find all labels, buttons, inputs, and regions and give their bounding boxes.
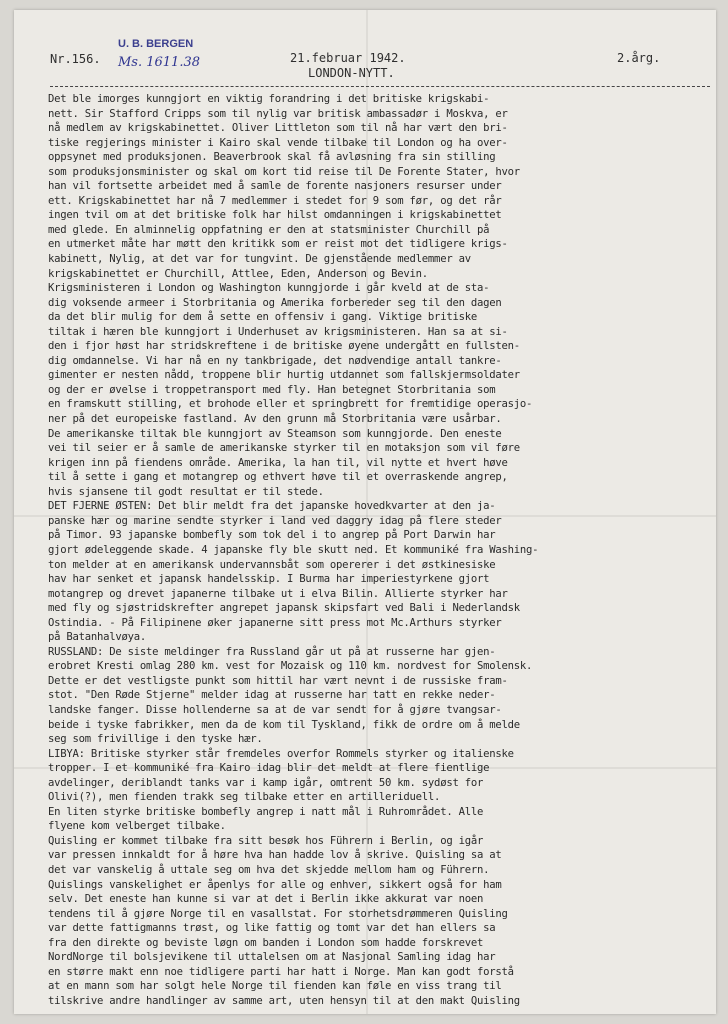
text-line: den i fjor høst har stridskreftene i de britiske øyene undergått en fullsten- — [48, 340, 520, 353]
text-line: det var vanskelig å uttale seg om hva det skjedde mellom ham og Führern. — [48, 863, 490, 876]
text-line: dig omdannelse. Vi har nå en ny tankbrigade, det nødvendige antall tankre- — [48, 354, 502, 367]
text-line: selv. Det eneste han kunne si var at det i Berlin ikke akkurat var noen — [48, 893, 484, 906]
divider — [50, 86, 710, 87]
text-line: med glede. En alminnelig oppfatning er den at statsminister Churchill på — [48, 223, 490, 236]
text-line: tropper. I et kommuniké fra Kairo idag blir det meldt at flere fientlige — [48, 762, 490, 775]
text-line: kabinett, Nylig, at det var for tungvint. De gjenstående medlemmer av — [48, 253, 471, 266]
issue-number: Nr.156. — [50, 52, 101, 66]
text-line: ingen tvil om at det britiske folk har hilst omdanningen i krigskabinettet — [48, 209, 502, 222]
text-line: Ostindia. - På Filipinene øker japanerne sitt press mot Mc.Arthurs styrker — [48, 616, 502, 629]
text-line: ner på det europeiske fastland. Av den grunn må Storbritania være usårbar. — [48, 413, 502, 426]
text-line: stot. "Den Røde Stjerne" melder idag at russerne har tatt en rekke neder- — [48, 689, 496, 702]
text-line: tiske regjerings minister i Kairo skal vende tilbake til London og ha over- — [48, 136, 508, 149]
text-line: var dette fattigmanns trøst, og like fattig og tomt var det han ellers sa — [48, 922, 496, 935]
text-line: panske hær og marine sendte styrker i land ved daggry idag på flere steder — [48, 514, 502, 527]
text-line: gimenter er nesten nådd, troppene blir hurtig utdannet som fallskjermsoldater — [48, 369, 520, 382]
text-line: oppsynet med produksjonen. Beaverbrook skal få avløsning fra sin stilling — [48, 151, 496, 164]
text-line: hvis sjansene til godt resultat er til stede. — [48, 485, 324, 498]
text-line: da det blir mulig for dem å sette en offensiv i gang. Viktige britiske — [48, 311, 477, 324]
text-line: ton melder at en amerikansk undervannsbåt som opererer i det østkinesiske — [48, 558, 496, 571]
text-line: med fly og sjøstridskrefter angrepet japansk skipsfart ved Bali i Nederlandsk — [48, 602, 520, 615]
text-line: en framskutt stilling, et brohode eller et springbrett for fremtidige operasjo- — [48, 398, 533, 411]
text-line: De amerikanske tiltak ble kunngjort av Steamson som kunngjorde. Den eneste — [48, 427, 502, 440]
library-stamp: U. B. BERGEN — [118, 38, 194, 50]
text-line: krigen inn på fiendens område. Amerika, la han til, vil nytte et hvert høve — [48, 456, 508, 469]
manuscript-number: Ms. 1611.38 — [118, 55, 201, 70]
text-line: Olivi(?), men fienden trakk seg tilbake etter en artilleriduell. — [48, 791, 441, 804]
text-line: på Batanhalvøya. — [48, 631, 147, 644]
text-line: at en mann som har solgt hele Norge til fienden kan føle en viss trang til — [48, 980, 502, 993]
text-line: var pressen innkaldt for å høre hva han hadde lov å skrive. Quisling sa at — [48, 849, 502, 862]
text-line: En liten styrke britiske bombefly angrep i natt mål i Ruhrområdet. Alle — [48, 805, 484, 818]
text-line: DET FJERNE ØSTEN: Det blir meldt fra det japanske hovedkvarter at den ja- — [48, 500, 496, 513]
text-line: han vil fortsette arbeidet med å samle de forente nasjoners resurser under — [48, 180, 502, 193]
newsletter-title: LONDON-NYTT. — [308, 66, 395, 80]
text-line: vei til seier er å samle de amerikanske styrker til en motaksjon som vil føre — [48, 442, 520, 455]
text-line: Dette er det vestligste punkt som hittil har vært nevnt i de russiske fram- — [48, 674, 508, 687]
text-line: beide i tyske fabrikker, men da de kom til Tyskland, fikk de ordre om å melde — [48, 718, 520, 731]
document-page — [14, 10, 716, 1014]
text-line: flyene kom velberget tilbake. — [48, 820, 226, 833]
text-line: på Timor. 93 japanske bombefly som tok del i to angrep på Port Darwin har — [48, 529, 496, 542]
text-line: tendens til å gjøre Norge til en vasallstat. For storhetsdrømmeren Quisling — [48, 907, 508, 920]
text-line: gjort ødeleggende skade. 4 japanske fly ble skutt ned. Et kommuniké fra Washing- — [48, 543, 539, 556]
text-line: tiltak i hæren ble kunngjort i Underhuset av krigsministeren. Han sa at si- — [48, 325, 508, 338]
text-line: RUSSLAND: De siste meldinger fra Russland går ut på at russerne har gjen- — [48, 645, 496, 658]
text-line: ett. Krigskabinettet har nå 7 medlemmer i stedet for 9 som før, og det rår — [48, 194, 502, 207]
text-line: Det ble imorges kunngjort en viktig forandring i det britiske krigskabi- — [48, 93, 490, 105]
text-line: til å sette i gang et motangrep og ethvert høve til et overraskende angrep, — [48, 471, 508, 484]
article-body — [48, 92, 716, 1008]
volume-year: 2.årg. — [617, 51, 661, 65]
text-line: og der er øvelse i troppetransport med fly. Han betegnet Storbritania som — [48, 383, 496, 396]
text-line: krigskabinettet er Churchill, Attlee, Eden, Anderson og Bevin. — [48, 267, 428, 280]
text-line: Quisling er kommet tilbake fra sitt besøk hos Führern i Berlin, og igår — [48, 834, 484, 847]
issue-date: 21.februar 1942. — [290, 51, 406, 65]
text-line: hav har senket et japansk handelsskip. I Burma har imperiestyrkene gjort — [48, 573, 490, 586]
text-line: motangrep og drevet japanerne tilbake ut i elva Bilin. Allierte styrker har — [48, 587, 508, 600]
text-line: NordNorge til bolsjevikene til uttalelsen om at Nasjonal Samling idag har — [48, 951, 496, 964]
text-line: en utmerket måte har møtt den kritikk som er reist mot det tidligere krigs- — [48, 238, 508, 251]
text-line: landske fanger. Disse hollenderne sa at de var sendt for å gjøre tvangsar- — [48, 703, 502, 716]
text-line: LIBYA: Britiske styrker står fremdeles overfor Rommels styrker og italienske — [48, 747, 514, 760]
text-line: tilskrive andre handlinger av samme art, uten hensyn til at den makt Quisling — [48, 994, 520, 1007]
text-line: seg som frivillige i den tyske hær. — [48, 733, 263, 746]
text-line: dig voksende armeer i Storbritania og Amerika forbereder seg til den dagen — [48, 296, 502, 309]
text-line: Quislings vanskelighet er åpenlys for alle og enhver, sikkert også for ham — [48, 878, 502, 891]
text-line: fra den direkte og beviste løgn om banden i London som hadde forskrevet — [48, 936, 484, 949]
text-line: nett. Sir Stafford Cripps som til nylig var britisk ambassadør i Moskva, er — [48, 107, 508, 120]
text-line: en større makt enn noe tidligere parti har hatt i Norge. Man kan godt forstå — [48, 965, 514, 978]
text-line: erobret Kresti omlag 280 km. vest for Mozaisk og 110 km. nordvest for Smolensk. — [48, 660, 533, 673]
text-line: avdelinger, deriblandt tanks var i kamp igår, omtrent 50 km. sydøst for — [48, 776, 484, 789]
text-line: som produksjonsminister og skal om kort tid reise til De Forente Stater, hvor — [48, 165, 520, 178]
text-line: Krigsministeren i London og Washington kunngjorde i går kveld at de sta- — [48, 282, 490, 295]
text-line: nå medlem av krigskabinettet. Oliver Littleton som til nå har vært den bri- — [48, 122, 508, 135]
